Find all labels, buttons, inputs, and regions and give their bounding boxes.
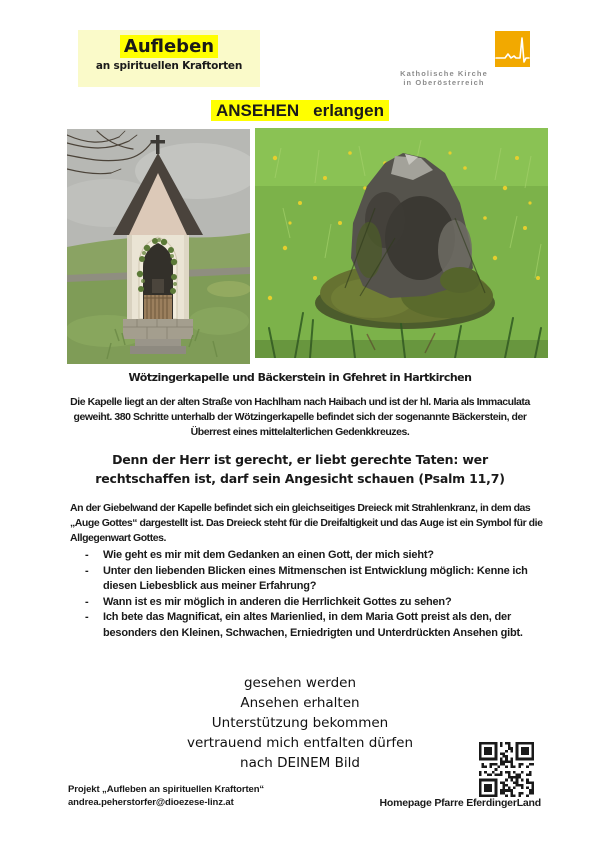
diocese-logo-line1: Katholische Kirche [400, 69, 488, 78]
footer-email: andrea.peherstorfer@dioezese-linz.at [68, 796, 234, 808]
project-badge [78, 30, 260, 87]
photo-caption: Wötzingerkapelle und Bäckerstein in Gfehret in Hartkirchen [128, 371, 472, 384]
psalm-quote-line2: rechtschaffen ist, darf sein Angesicht schauen (Psalm 11,7) [95, 470, 505, 486]
page-title-word2: erlangen [313, 101, 384, 120]
diocese-logo-text [386, 70, 502, 87]
body-paragraph: An der Giebelwand der Kapelle befindet sich ein gleichseitiges Dreieck mit Strahlenkranz, in dem das „Auge Gottes“ dargestellt ist. Das Dreieck steht für die Dreifaltigkeit und das Auge ist ein Symbol für die Allgegenwart Gottes. [70, 502, 543, 544]
diocese-logo-line2: in Oberösterreich [403, 77, 485, 87]
reflection-question: - Wie geht es mir mit dem Gedanken an einen Gott, der mich sieht? [84, 548, 554, 564]
blessing-line: gesehen werden [243, 675, 356, 691]
reflection-list [84, 548, 554, 641]
psalm-quote-line1: Denn der Herr ist gerecht, er liebt gerechte Taten: wer [112, 452, 488, 467]
chapel-photo [67, 129, 250, 364]
reflection-question: - Wann ist es mir möglich in anderen die Herrlichkeit Gottes zu sehen? [84, 595, 554, 611]
blessing-line: vertrauend mich entfalten dürfen [186, 735, 414, 751]
project-badge-subtitle: an spirituellen Kraftorten [95, 60, 243, 72]
qr-code [478, 742, 535, 797]
page-title [0, 100, 600, 121]
reflection-question: - Unter den liebenden Blicken eines Mitmenschen ist Entwicklung möglich: Kenne ich diesen Liebesblick aus meiner Erfahrung? [84, 564, 554, 595]
reflection-question: - Ich bete das Magnificat, ein altes Marienlied, in dem Maria Gott preist als den, der besonders den Kleinen, Schwachen, Erniedrigten und Unterdrückten Ansehen gibt. [84, 610, 554, 641]
memorial-stone-photo [255, 128, 548, 358]
footer-project-info [68, 784, 264, 809]
footer-homepage: Homepage Pfarre EferdingerLand [379, 797, 541, 809]
blessing-line: nach DEINEM Bild [240, 755, 360, 771]
footer-project-line: Projekt „Aufleben an spirituellen Kraftorten“ [68, 784, 265, 795]
intro-paragraph: Die Kapelle liegt an der alten Straße von Hachlham nach Haibach und ist der hl. Maria als Immaculata geweiht. 380 Schritte unterhalb der Wötzingerkapelle befindet sich der sogenannte Bäckerstein, der Überrest eines mittelalterlichen Gedenkkreuzes. [70, 396, 530, 438]
page-title-word1: ANSEHEN [216, 101, 300, 120]
diocese-logo-icon [495, 31, 530, 67]
qr-code-icon [478, 742, 535, 797]
psalm-quote [0, 451, 600, 488]
blessing-line: Ansehen erhalten [240, 695, 360, 711]
blessing-line: Unterstützung bekommen [211, 715, 389, 731]
project-badge-title: Aufleben [120, 35, 218, 58]
